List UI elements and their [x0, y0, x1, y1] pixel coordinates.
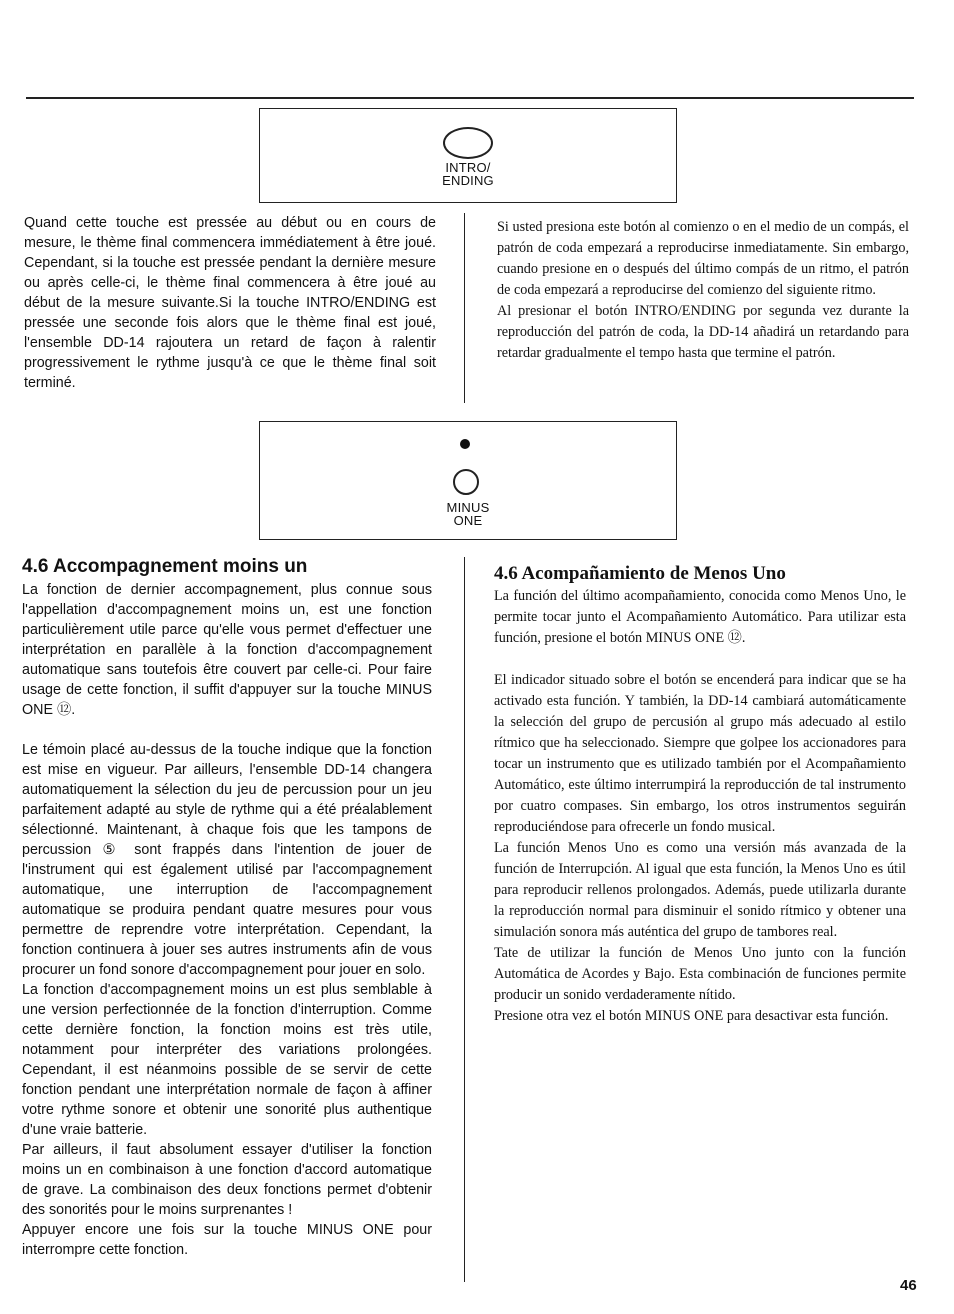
intro-ending-button-icon — [443, 127, 493, 159]
column-divider-bottom — [464, 557, 465, 1282]
top-rule — [26, 97, 914, 99]
paragraph-fr: Le témoin placé au-dessus de la touche indique que la fonction est mise en vigueur. Par ailleurs, l'ensemble DD-14 changera automatiquement la sélection du jeu de percussion pour un jeu parfaitement adapté au style de rythme qui a été préalablement sélectionné. Maintenant, à chaque fois que les tampons de percussion ⑤ sont frappés dans l'intention de jouer de l'instrument qui est également utilisé par l'accompagnement automatique, une interruption de l'accompagnement automatique se produira pendant quatre mesures pour vous permettre de reprendre votre interprétation. Cependant, la fonction continuera à jouer ses autres instruments afin de vous procurer un fond sonore d'accompagnement pour jouer en solo. — [22, 742, 432, 978]
paragraph-fr: Par ailleurs, il faut absolument essayer d'utiliser la fonction moins un en combinaison à une fonction d'accord automatique de grave. La combinaison des deux fonctions permet d'obtenir des sonorités pour le moins surprenantes ! — [22, 1142, 432, 1218]
minus-one-button-label: MINUS ONE — [446, 500, 490, 528]
paragraph-es: La función del último acompañamiento, conocida como Menos Uno, le permite tocar junto el Acompañamiento Automático. Para utilizar esta función, presione el botón MINUS ONE ⑫. — [494, 588, 906, 646]
column-divider-top — [464, 213, 465, 403]
paragraph-es: Presione otra vez el botón MINUS ONE para desactivar esta función. — [494, 1008, 889, 1024]
intro-paragraph-fr: Quand cette touche est pressée au début ou en cours de mesure, le thème final commencera immédiatement à être joué. Cependant, si la touche est pressée pendant la dernière mesure ou après celle-ci, le thème final commencera à être joué au début de la mesure suivante.Si la touche INTRO/ENDING est pressée une seconde fois alors que le thème final est joué, l'ensemble DD-14 rajoutera un retard de façon à ralentir progressivement le rythme jusqu'à ce que le thème final soit terminé. — [24, 215, 436, 391]
intro-text-es — [497, 217, 909, 364]
intro-ending-button-label: INTRO/ ENDING — [442, 160, 494, 188]
paragraph-es: La función Menos Uno es como una versión más avanzada de la función de Interrupción. Al igual que esta función, la Menos Uno es útil para reproducir rellenos prolongados. Además, puede utilizarla durante la reproducción normal para disminuir el sonido rítmico y obtener una simulación sonora más auténtica del grupo de tambores real. — [494, 840, 906, 940]
intro-ending-panel — [259, 108, 677, 203]
paragraph-es: El indicador situado sobre el botón se encenderá para indicar que se ha activado esta función. Y también, la DD-14 cambiará automáticamente la selección del grupo de percusión al grupo más adecuado al estilo rítmico que ha seleccionado. Siempre que golpee los accionadores para tocar un instrumento que es utilizado también por el Acompañamiento Automático, este último interrumpirá la reproducción de tal instrumento por cuatro compases. Sin embargo, los otros instrumentos seguirán reproduciéndose para ofrecerle un fondo musical. — [494, 672, 906, 835]
section-heading-es: 4.6 Acompañamiento de Menos Uno — [494, 563, 786, 584]
paragraph-fr: Appuyer encore une fois sur la touche MINUS ONE pour interrompre cette fonction. — [22, 1222, 432, 1258]
paragraph-es: Tate de utilizar la función de Menos Uno junto con la función Automática de Acordes y Bajo. Esta combinación de funciones permite producir un sonido verdaderamente nítido. — [494, 945, 906, 1003]
page-number: 46 — [900, 1277, 917, 1294]
minus-one-button-icon — [453, 469, 479, 495]
section-heading-fr: 4.6 Accompagnement moins un — [22, 556, 308, 577]
minus-one-panel — [259, 421, 677, 540]
paragraph-fr: La fonction de dernier accompagnement, plus connue sous l'appellation d'accompagnement moins un, est une fonction particulièrement utile parce qu'elle vous permet d'effectuer une interprétation en parallèle à la fonction d'accompagnement automatique sans toutefois être couvert par celle-ci. Pour faire usage de cette fonction, il suffit d'appuyer sur la touche MINUS ONE ⑫. — [22, 582, 432, 718]
intro-text-fr — [24, 213, 436, 393]
intro-paragraph-es: Si usted presiona este botón al comienzo o en el medio de un compás, el patrón de coda empezará a reproducirse inmediatamente. Sin embargo, cuando presione en o después del último compás de un ritmo, el patrón de coda empezará a reproducirse del comienzo del siguiente ritmo. — [497, 219, 909, 298]
led-indicator-icon — [460, 439, 470, 449]
section-body-es — [494, 586, 906, 1027]
intro-paragraph-es: Al presionar el botón INTRO/ENDING por segunda vez durante la reproducción del patrón de coda, la DD-14 añadirá un retardando para retardar gradualmente el tempo hasta que termine el patrón. — [497, 303, 909, 361]
paragraph-fr: La fonction d'accompagnement moins un est plus semblable à une version perfectionnée de la fonction d'interruption. Comme cette dernière fonction, la fonction moins est très utile, notamment pour interpréter des variations prolongées. Cependant, il est néanmoins possible de se servir de cette fonction pendant une interprétation normale de façon à affiner votre rythme sonore et obtenir une sonorité plus authentique d'une vraie batterie. — [22, 982, 432, 1138]
section-body-fr — [22, 580, 432, 1260]
